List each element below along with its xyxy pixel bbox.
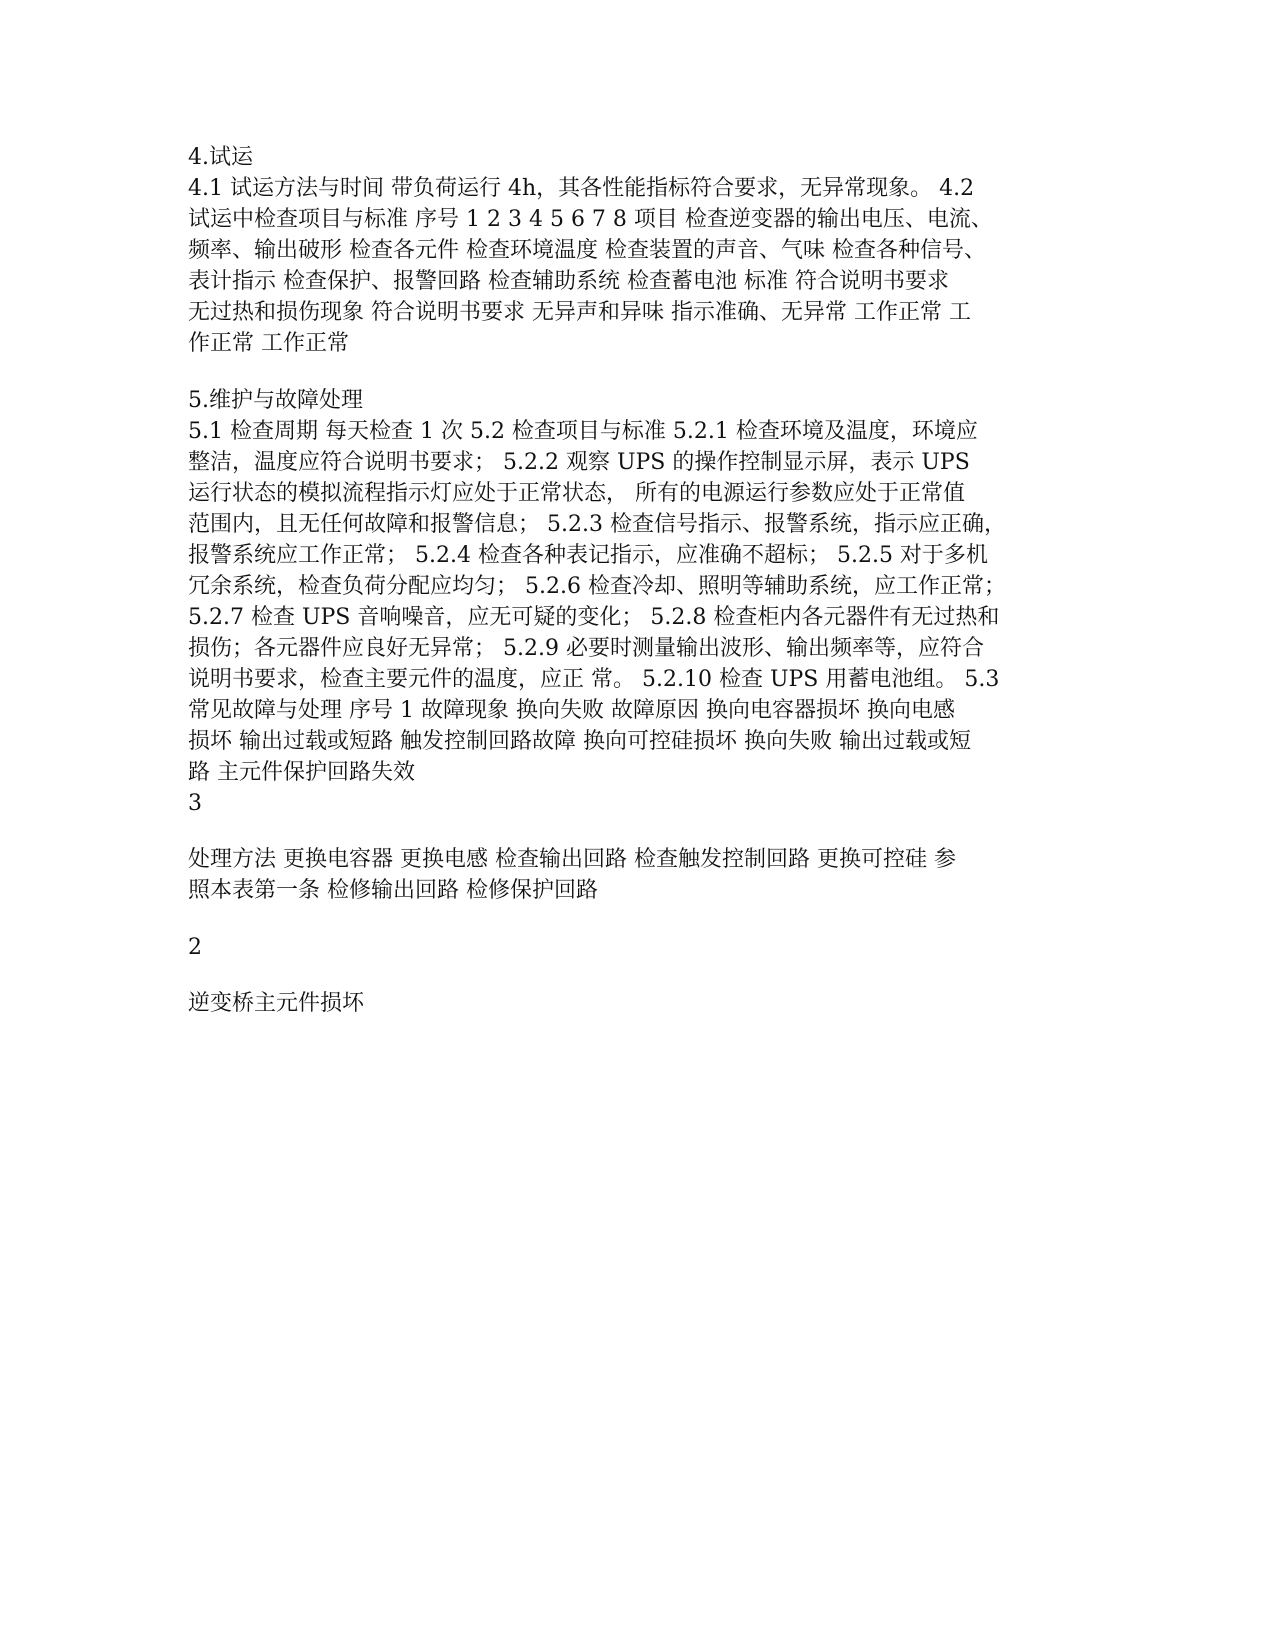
section-5-line-5: 报警系统应工作正常； 5.2.4 检查各种表记指示，应准确不超标； 5.2.5 对于多机 — [188, 543, 988, 568]
section-5-line-11: 损坏 输出过载或短路 触发控制回路故障 换向可控硅损坏 换向失败 输出过载或短 — [188, 729, 971, 754]
section-4-line-2: 试运中检查项目与标准 序号 1 2 3 4 5 6 7 8 项目 检查逆变器的输出电压、电流、 — [188, 207, 993, 232]
fix-methods-line-2: 照本表第一条 检修输出回路 检修保护回路 — [188, 878, 598, 903]
section-4-heading: 4.试运 — [188, 145, 253, 170]
section-5-line-12: 路 主元件保护回路失效 — [188, 760, 415, 785]
section-5-line-3: 运行状态的模拟流程指示灯应处于正常状态， 所有的电源运行参数应处于正常值 — [188, 481, 965, 506]
section-5-line-8: 损伤；各元器件应良好无异常； 5.2.9 必要时测量输出波形、输出频率等，应符合 — [188, 636, 984, 661]
trailing-line: 逆变桥主元件损坏 — [188, 991, 365, 1016]
section-4-line-3: 频率、输出破形 检查各元件 检查环境温度 检查装置的声音、气味 检查各种信号、 — [188, 238, 986, 263]
section-5-line-10: 常见故障与处理 序号 1 故障现象 换向失败 故障原因 换向电容器损坏 换向电感 — [188, 698, 955, 723]
section-4-line-1: 4.1 试运方法与时间 带负荷运行 4h，其各性能指标符合要求，无异常现象。 4.2 — [188, 176, 975, 201]
section-5-line-9: 说明书要求，检查主要元件的温度，应正 常。 5.2.10 检查 UPS 用蓄电池组。 5.3 — [188, 667, 1000, 692]
page-marker-2: 2 — [188, 935, 202, 960]
section-5-line-1: 5.1 检查周期 每天检查 1 次 5.2 检查项目与标准 5.2.1 检查环境及温度，环境应 — [188, 419, 978, 444]
section-5-line-4: 范围内，且无任何故障和报警信息； 5.2.3 检查信号指示、报警系统，指示应正确， — [188, 512, 1006, 537]
section-5-line-6: 冗余系统，检查负荷分配应均匀； 5.2.6 检查冷却、照明等辅助系统，应工作正常； — [188, 574, 1006, 599]
section-5-line-7: 5.2.7 检查 UPS 音响噪音，应无可疑的变化； 5.2.8 检查柜内各元器件有无过热和 — [188, 605, 1000, 630]
section-4-line-6: 作正常 工作正常 — [188, 331, 349, 356]
section-5-line-2: 整洁，温度应符合说明书要求； 5.2.2 观察 UPS 的操作控制显示屏，表示 UPS — [188, 450, 970, 475]
section-4-line-5: 无过热和损伤现象 符合说明书要求 无异声和异味 指示准确、无异常 工作正常 工 — [188, 300, 971, 325]
section-5-heading: 5.维护与故障处理 — [188, 388, 363, 413]
fix-methods-line-1: 处理方法 更换电容器 更换电感 检查输出回路 检查触发控制回路 更换可控硅 参 — [188, 847, 956, 872]
section-4-line-4: 表计指示 检查保护、报警回路 检查辅助系统 检查蓄电池 标准 符合说明书要求 — [188, 269, 949, 294]
page-marker-3: 3 — [188, 791, 202, 816]
